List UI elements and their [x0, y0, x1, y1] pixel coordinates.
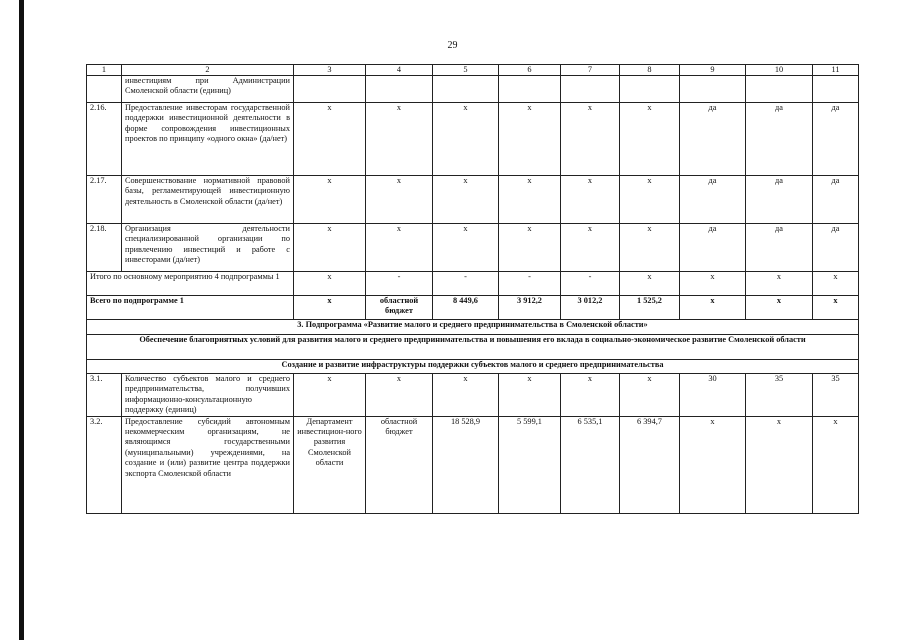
cell-value: х	[620, 272, 680, 296]
subprogram-heading: 3. Подпрограмма «Развитие малого и среднего предпринимательства в Смоленской области»	[87, 320, 859, 335]
cell-value: -	[561, 272, 620, 296]
cell-value: х	[294, 296, 366, 320]
page-number: 29	[447, 40, 458, 51]
cell-value: х	[813, 296, 859, 320]
cell-value: х	[499, 224, 561, 272]
cell-value: х	[433, 224, 499, 272]
section-row	[87, 360, 859, 374]
cell-value: х	[620, 176, 680, 224]
cell-value: да	[680, 224, 746, 272]
cell-value: 18 528,9	[433, 416, 499, 513]
total-label: Всего по подпрограмме 1	[87, 296, 294, 320]
scan-edge-bar	[19, 0, 24, 640]
section-row	[87, 320, 859, 335]
table-row	[87, 103, 859, 176]
cell-value: 8 449,6	[433, 296, 499, 320]
cell-value: х	[366, 176, 433, 224]
cell-value: да	[680, 103, 746, 176]
cell-value: областной бюджет	[366, 296, 433, 320]
table-row	[87, 76, 859, 103]
cell-value: х	[499, 176, 561, 224]
cell-value: да	[813, 103, 859, 176]
subtotal-label: Итого по основному мероприятию 4 подпрограммы 1	[87, 272, 294, 296]
cell-value: да	[680, 176, 746, 224]
table-row	[87, 272, 859, 296]
row-description: Предоставление субсидий автономным некоммерческим организациям, не являющимся государственными (муниципальными) учреждениями, на создание и (или) развитие центра поддержки экспорта Смоленской области	[122, 416, 294, 513]
cell-value: х	[366, 103, 433, 176]
cell-value: х	[294, 272, 366, 296]
cell-value: х	[366, 224, 433, 272]
cell-value: да	[813, 176, 859, 224]
cell-value: х	[499, 374, 561, 417]
row-description: Организация деятельности специализированной организации по привлечению инвестиций и работе с инвесторами (да/нет)	[122, 224, 294, 272]
main-activity-heading: Создание и развитие инфраструктуры поддержки субъектов малого и среднего предпринимательства	[87, 360, 859, 374]
cell-value: х	[561, 374, 620, 417]
cell-value: х	[680, 296, 746, 320]
column-number: 7	[561, 65, 620, 76]
column-number: 8	[620, 65, 680, 76]
cell-value: -	[366, 272, 433, 296]
cell-value: 6 394,7	[620, 416, 680, 513]
cell-value: да	[746, 224, 813, 272]
cell-value: х	[366, 374, 433, 417]
cell-value: 30	[680, 374, 746, 417]
table-row	[87, 374, 859, 417]
row-description: Предоставление инвесторам государственной поддержки инвестиционной деятельности в форме сопровождения инвестиционных проектов по принципу «одного окна» (да/нет)	[122, 103, 294, 176]
column-number: 10	[746, 65, 813, 76]
column-number: 6	[499, 65, 561, 76]
cell-value: х	[680, 272, 746, 296]
responsible-executor: Департамент инвестицион-ного развития Смоленской области	[294, 416, 366, 513]
cell-value: х	[499, 103, 561, 176]
cell-value: да	[746, 103, 813, 176]
cell-value: х	[433, 176, 499, 224]
column-numbers-row	[87, 65, 859, 76]
cell-value: х	[294, 103, 366, 176]
cell-value: х	[680, 416, 746, 513]
row-description: инвестициям при Администрации Смоленской области (единиц)	[122, 76, 294, 103]
goal-heading: Обеспечение благоприятных условий для развития малого и среднего предпринимательства и повышения его вклада в социально-экономическое развитие Смоленской области	[87, 335, 859, 360]
cell-value: да	[746, 176, 813, 224]
row-number: 2.18.	[87, 224, 122, 272]
table-row	[87, 224, 859, 272]
cell-value: х	[433, 103, 499, 176]
cell-value: 35	[813, 374, 859, 417]
cell-value: х	[813, 272, 859, 296]
cell-value: 3 012,2	[561, 296, 620, 320]
table-row	[87, 176, 859, 224]
cell-value: х	[620, 103, 680, 176]
column-number: 9	[680, 65, 746, 76]
cell-value: х	[746, 416, 813, 513]
table-row	[87, 296, 859, 320]
cell-value: х	[561, 224, 620, 272]
cell-value: -	[433, 272, 499, 296]
document-table	[86, 64, 859, 514]
row-description: Количество субъектов малого и среднего предпринимательства, получивших информационно-консультационную поддержку (единиц)	[122, 374, 294, 417]
row-number: 3.2.	[87, 416, 122, 513]
cell-value: х	[294, 224, 366, 272]
cell-value: х	[620, 374, 680, 417]
column-number: 3	[294, 65, 366, 76]
cell-value: 3 912,2	[499, 296, 561, 320]
cell-value: -	[499, 272, 561, 296]
cell-value: х	[433, 374, 499, 417]
cell-value: х	[294, 176, 366, 224]
cell-value: х	[561, 176, 620, 224]
row-description: Совершенствование нормативной правовой базы, регламентирующей инвестиционную деятельность в Смоленской области (да/нет)	[122, 176, 294, 224]
cell-value: х	[561, 103, 620, 176]
cell-value: да	[813, 224, 859, 272]
column-number: 4	[366, 65, 433, 76]
table-row	[87, 416, 859, 513]
cell-value: х	[746, 272, 813, 296]
column-number: 1	[87, 65, 122, 76]
row-number: 2.17.	[87, 176, 122, 224]
cell-value: 6 535,1	[561, 416, 620, 513]
row-number: 3.1.	[87, 374, 122, 417]
cell-value: х	[813, 416, 859, 513]
column-number: 2	[122, 65, 294, 76]
cell-value: х	[620, 224, 680, 272]
cell-value: 5 599,1	[499, 416, 561, 513]
column-number: 5	[433, 65, 499, 76]
cell-value: х	[746, 296, 813, 320]
row-number: 2.16.	[87, 103, 122, 176]
column-number: 11	[813, 65, 859, 76]
cell-value: х	[294, 374, 366, 417]
cell-value: 35	[746, 374, 813, 417]
cell-value: 1 525,2	[620, 296, 680, 320]
section-row	[87, 335, 859, 360]
funding-source: областной бюджет	[366, 416, 433, 513]
